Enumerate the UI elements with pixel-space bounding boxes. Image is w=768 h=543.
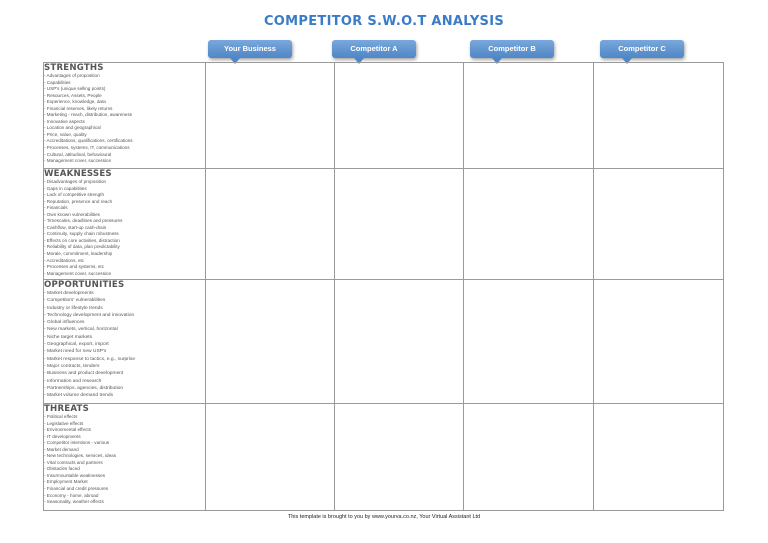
list-item: - Legislative effects [44,420,84,426]
list-item: - New markets, vertical, horizontal [44,327,118,333]
list-item: - Capabilities [44,79,71,85]
your-business-threats-cell[interactable] [206,404,335,511]
page-title: COMPETITOR S.W.O.T ANALYSIS [263,14,505,29]
competitor-b-weaknesses-cell[interactable] [464,169,594,280]
list-item: - Seasonality, weather effects [44,499,104,505]
list-item: - Industry or lifestyle trends [44,305,103,311]
list-item: - Political effects [44,414,78,419]
list-item: - Location and geographical [44,125,101,131]
competitor-c-weaknesses-cell[interactable] [594,169,724,280]
column-header-label: Competitor A [350,44,398,53]
competitor-c-opportunities-cell[interactable] [594,280,724,404]
list-item: - Processes and systems, etc [44,264,104,270]
swot-row-threats [44,404,724,511]
column-header-label: Competitor C [618,44,666,53]
your-business-weaknesses-cell[interactable] [206,169,335,280]
list-item: - New technologies, services, ideas [44,453,117,459]
list-item: - Market need for new USP's [44,349,107,355]
strengths-label-cell [44,63,206,169]
list-item: - Continuity, supply chain robustness [44,231,119,237]
swot-row-opportunities [44,280,724,404]
section-title-threats: THREATS [44,404,89,414]
list-item: - Competitor intentions - various [44,440,110,446]
section-title-weaknesses: WEAKNESSES [44,169,112,179]
footer-credit: This template is brought to you by www.yourva.co.nz, Your Virtual Assistant Ltd [287,514,481,520]
opportunities-list [44,290,205,399]
section-title-strengths: STRENGTHS [44,63,104,73]
column-header-competitor-b [470,40,554,58]
list-item: - Market volume demand trends [44,393,114,399]
list-item: - Market response to tactics, e.g., surprise [44,356,136,362]
section-title-opportunities: OPPORTUNITIES [44,280,125,290]
list-item: - Financial and credit pressures [44,486,109,492]
list-item: - Technology development and innovation [44,312,135,318]
list-item: - Major contracts, tenders [44,363,100,369]
list-item: - Financials [44,205,68,211]
swot-row-strengths [44,63,724,169]
swot-grid [43,62,724,511]
competitor-c-threats-cell[interactable] [594,404,724,511]
list-item: - Economy - home, abroad [44,492,99,498]
threats-label-cell [44,404,206,511]
competitor-b-opportunities-cell[interactable] [464,280,594,404]
list-item: - Financial reserves, likely returns [44,105,113,111]
list-item: - Business and product development [44,371,124,377]
list-item: - Reputation, presence and reach [44,198,113,204]
weaknesses-label-cell [44,169,206,280]
list-item: - Accreditations, etc [44,257,85,263]
competitor-c-strengths-cell[interactable] [594,63,724,169]
swot-row-weaknesses [44,169,724,280]
list-item: - Insurmountable weaknesses [44,472,106,478]
your-business-opportunities-cell[interactable] [206,280,335,404]
list-item: - Timescales, deadlines and pressures [44,218,123,224]
competitor-a-opportunities-cell[interactable] [335,280,464,404]
list-item: - Environmental effects [44,427,91,433]
list-item: - Cultural, attitudinal, behavioural [44,151,112,157]
your-business-strengths-cell[interactable] [206,63,335,169]
list-item: - Resources, Assets, People [44,92,102,98]
list-item: - Market demand [44,446,79,452]
competitor-a-weaknesses-cell[interactable] [335,169,464,280]
column-header-competitor-c [600,40,684,58]
list-item: - Own known vulnerabilities [44,211,100,217]
list-item: - Accreditations, qualifications, certifications [44,138,133,144]
list-item: - Management cover, succession [44,158,112,164]
list-item: - Processes, systems, IT, communications [44,145,130,151]
list-item: - Competitors' vulnerabilities [44,298,106,304]
list-item: - Niche target markets [44,334,93,340]
list-item: - Vital contracts and partners [44,459,103,465]
list-item: - Effects on core activities, distraction [44,237,120,243]
list-item: - Management cover, succession [44,270,112,276]
list-item: - Information and research [44,378,102,384]
column-header-label: Competitor B [488,44,536,53]
list-item: - Gaps in capabilities [44,185,87,191]
competitor-a-strengths-cell[interactable] [335,63,464,169]
list-item: - Morale, commitment, leadership [44,251,113,257]
list-item: - Disadvantages of proposition [44,179,107,184]
list-item: - Price, value, quality [44,131,87,137]
list-item: - Partnerships, agencies, distribution [44,385,124,391]
column-header-label: Your Business [224,44,276,53]
weaknesses-list [44,179,205,277]
list-item: - Market developments [44,291,94,296]
list-item: - Innovative aspects [44,118,85,124]
list-item: - Global influences [44,320,85,326]
strengths-list [44,73,205,165]
competitor-b-strengths-cell[interactable] [464,63,594,169]
list-item: - USP's (unique selling points) [44,86,106,92]
list-item: - Geographical, export, import [44,342,109,348]
list-item: - Employment Market [44,479,88,485]
list-item: - Cashflow, start-up cash-drain [44,224,107,230]
list-item: - Advantages of proposition [44,73,100,78]
list-item: - Lack of competitive strength [44,192,105,198]
threats-list [44,414,205,506]
list-item: - Reliability of data, plan predictability [44,244,120,250]
opportunities-label-cell [44,280,206,404]
list-item: - Marketing - reach, distribution, awareness [44,112,133,118]
competitor-a-threats-cell[interactable] [335,404,464,511]
competitor-b-threats-cell[interactable] [464,404,594,511]
list-item: - Experience, knowledge, data [44,99,106,105]
list-item: - IT developments [44,433,81,439]
column-header-your-business [208,40,292,58]
column-header-competitor-a [332,40,416,58]
list-item: - Obstacles faced [44,466,80,472]
